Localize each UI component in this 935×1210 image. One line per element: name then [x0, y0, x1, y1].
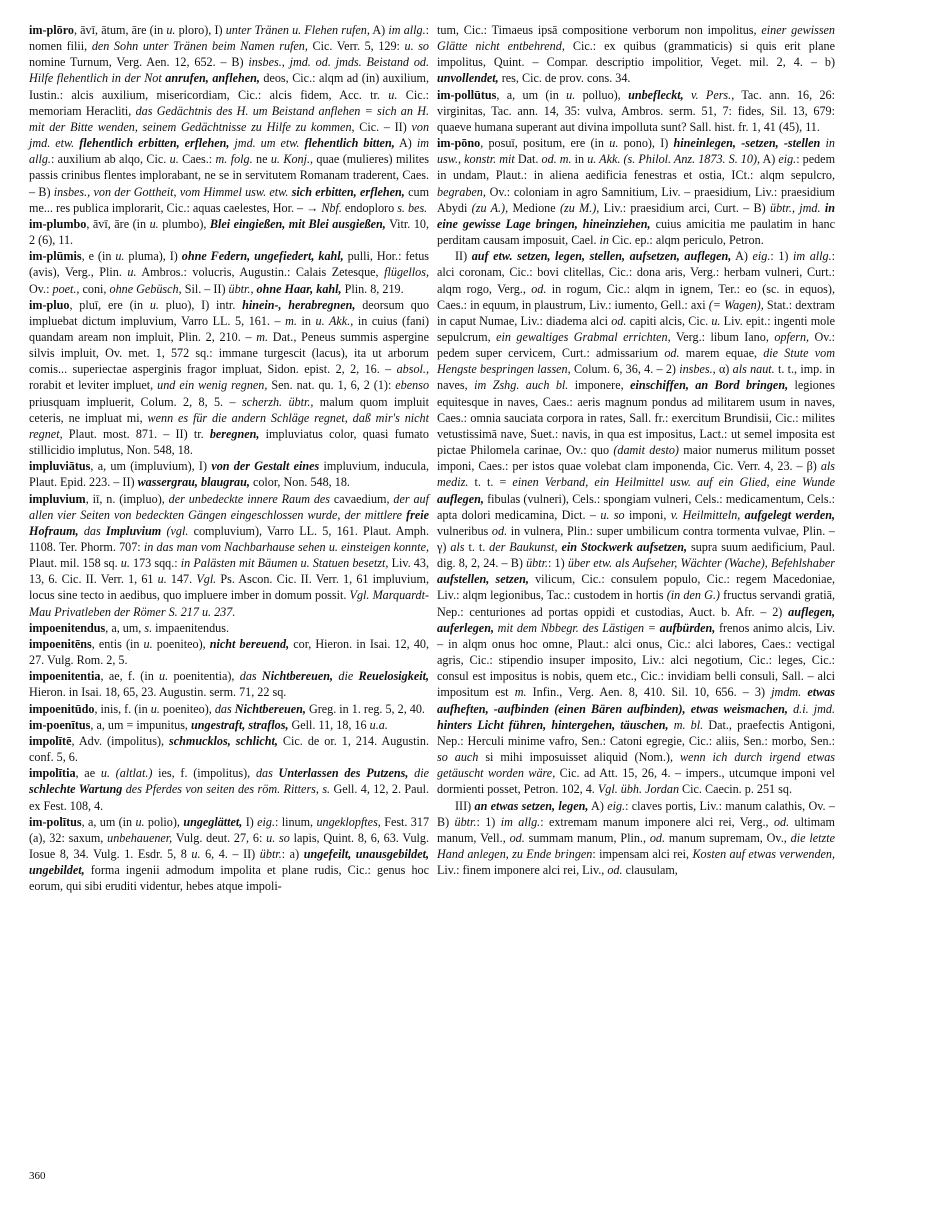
dictionary-entry: impoenitendus, a, um, s. impaenitendus. [29, 620, 230, 635]
dictionary-entry: impluviātus, a, um (impluvium), I) von der Gestalt eines impluvium, inducula, Plaut. Epid. 223. – II) wassergrau, blaugrau, color, Non. 548, 18. [29, 459, 429, 490]
dictionary-entry: impoenitentia, ae, f. (in u. poenitentia), das Nichtbereuen, die Reuelosigkeit, Hieron. in Isai. 18, 65, 23. Augustin. serm. 71, 22 sq. [29, 669, 429, 700]
right-column [437, 22, 835, 878]
dictionary-entry: im-polītus, a, um (in u. polio), ungeglättet, I) eig.: linum, ungeklopftes, Fest. 317 (a), 32: saxum, unbehauener, Vulg. deut. 27, 6: u. so lapis, Quint. 8, 6, 63. Vulg. Iosue 8, 34. Vulg. 1. Esdr. 5, 8 u. 6, 4. – II) übtr.: a) ungefeilt, unausgebildet, ungebildet, forma ingenii admodum impolita et plane rudis, Cic.: genus hoc eorum, qui sibi eruditi videntur, hebes atque impoli- [29, 814, 430, 894]
dictionary-entry: im-pollūtus, a, um (in u. polluo), unbefleckt, v. Pers., Tac. ann. 16, 26: virginitas, Tac. ann. 14, 35: vulva, Ambros. serm. 51, 7: fides, Sil. 13, 679: quaeve humana superant aut divina impolluta sunt? Sall. hist. fr. 1, 41 (45), 11. [437, 87, 835, 134]
dictionary-entry: im-plūmis, e (in u. pluma), I) ohne Federn, ungefiedert, kahl, pulli, Hor.: fetus (avis), Verg., Plin. u. Ambros.: volucris, Augustin.: Calais Zetesque, flügellos, Ov.: poet., coni, ohne Gebüsch, Sil. – II) übtr., ohne Haar, kahl, Plin. 8, 219. [29, 249, 429, 296]
dictionary-entry: im-pōno, posuī, positum, ere (in u. pono), I) hineinlegen, -setzen, -stellen in usw., konstr. mit Dat. od. m. in u. Akk. (s. Philol. Anz. 1873. S. 10), A) eig.: pedem in undam, Plaut.: in aliena aedificia fenestras et ostia, ICt.: alqm sepulcro, begraben, Ov.: coloniam in agro Samnitium, Liv. – praesidium, Liv.: praesidium Abydi (zu A.), Medione (zu M.), Liv.: praesidium arci, Curt. – B) übtr., jmd. in eine gewisse Lage bringen, hineinziehen, cuius amicitia me paulatim in hanc perditam causam imposuit, Cael. in Cic. ep.: alqm periculo, Petron. [437, 136, 836, 248]
dictionary-entry-section: II) auf etw. setzen, legen, stellen, aufsetzen, auflegen, A) eig.: 1) im allg.: alci coronam, Cic.: bovi clitellas, Cic.: dona aris, Verg.: herbam vulneri, Curt.: alqm rogo, Verg., od. in rogum, Cic.: alqm in ignem, Ter.: eo (sc. in equos), Caes.: in equum, in plaustrum, Liv.: iumento, Gell.: axi (= Wagen), Stat.: dextram in caput Numae, Liv.: diadema alci od. capiti alcis, Cic. u. Liv. epit.: ingenti mole sepulcrum, ein gewaltiges Grabmal errichten, Verg.: libum Iano, opfern, Ov.: pedem super cervicem, Curt.: admissarium od. marem equae, die Stute vom Hengste bespringen lassen, Colum. 6, 36, 4. – 2) insbes., α) als naut. t. t., imp. in naves, im Zshg. auch bl. imponere, einschiffen, an Bord bringen, legiones equitesque in naves, Caes.: aeris magnum pondus ad militarem usum in naves, Caes.: omnia sauciata corpora in rates, Sall. fr.: exercitum Brundisii, Cic.: milites vetustissimā nave, Suet.: navis, in qua est impositus, Lact.: ut semel imposita est pictae Philomela carinae, Ov.: quo (damit desto) maior numerus militum posset imponi, Caes.: per istos quae volebat clam imponenda, Cic. Verr. 4, 23. – β) als mediz. t. t. = einen Verband, ein Heilmittel usw. auf ein Glied, eine Wunde auflegen, fibulas (vulneri), Cels.: spongiam vulneri, Cels.: medicamentum, Cels.: apta dolori medicamina, Dict. – u. so imponi, v. Heilmitteln, aufgelegt werden, vulneribus od. in vulnera, Plin.: super umbilicum contra tormenta vulvae, Plin. – γ) als t. t. der Baukunst, ein Stockwerk aufsetzen, supra suum aedificium, Paul. dig. 8, 2, 24. – B) übtr.: 1) über etw. als Aufseher, Wächter (Wache), Befehlshaber aufstellen, setzen, vilicum, Cic.: consulem populo, Cic.: regem Macedoniae, Liv.: alqm legionibus, Tac.: custodem in hortis (in den G.) fructus servandi gratiā, Nep.: centuriones ad portas oppidi et custodias, Auct. b. Afr. – 2) auflegen, auferlegen, mit dem Nbbegr. des Lästigen = aufbürden, frenos animo alcis, Liv. – in alqm onus hoc omne, Plaut.: alci onus, Cic.: alci labores, Caes.: vectigal agris, Cic.: stipendio insuper imposito, Liv.: alci negotium, Cic.: leges, Cic.: consul est impositus is nobis, quem etc., Cic.: invidiam belli consuli, Sall. – alci impositum est m. Infin., Verg. Aen. 8, 410. Sil. 10, 656. – 3) jmdm. etwas aufheften, -aufbinden (einen Bären aufbinden), etwas weismachen, d.i. jmd. hinters Licht führen, hintergehen, täuschen, m. bl. Dat., praefectis Antigoni, Nep.: Herculi minime vafro, Sen.: Catoni egregie, Cic.: aliis, Sen.: morbo, Sen.: so auch si mihi imposuisset aliquid (Nom.), wenn ich durch irgend etwas getäuscht worden wäre, Cic. ad Att. 15, 26, 4. – impers., utcumque imponi vel dormienti posset, Petron. 102, 4. Vgl. übh. Jordan Cic. Caecin. p. 251 sq. [437, 249, 836, 797]
left-column [29, 22, 429, 894]
dictionary-entry: impluvium, iī, n. (impluo), der unbedeckte innere Raum des cavaedium, der auf allen vier Seiten von bedeckten Gängen eingeschlossen wurde, der mittlere freie Hofraum, das Impluvium (vgl. compluvium), Varro LL. 5, 161. Plaut. Amph. 1108. Ter. Phorm. 707: in das man vom Nachbarhause sehen u. einsteigen konnte, Plaut. mil. 158 sq. u. 173 sqq.: in Palästen mit Bäumen u. Statuen besetzt, Liv. 43, 13, 6. Cic. II. Verr. 1, 61 u. 147. Vgl. Ps. Ascon. Cic. II. Verr. 1, 61 impluvium, locus sine tecto in aedibus, quo impluere imber in domum possit. Vgl. Marquardt-Mau Privatleben der Römer S. 217 u. 237. [29, 491, 429, 619]
dictionary-entry-section: III) an etwas setzen, legen, A) eig.: claves portis, Liv.: manum calathis, Ov. – B) übtr.: 1) im allg.: extremam manum imponere alci rei, Verg., od. ultimam manum, Vell., od. summam manum, Plin., od. manum supremam, Ov., die letzte Hand anlegen, zu Ende bringen: impensam alci rei, Kosten auf etwas verwenden, Liv.: finem imponere alci rei, Liv., od. clausulam, [437, 798, 836, 878]
dictionary-entry: impoenitēns, entis (in u. poeniteo), nicht bereuend, cor, Hieron. in Isai. 12, 40, 27. Vulg. Rom. 2, 5. [29, 636, 430, 668]
dictionary-entry: impolītia, ae u. (altlat.) ies, f. (impolitus), das Unterlassen des Putzens, die schlechte Wartung des Pferdes von seiten des röm. Ritters, s. Gell. 4, 12, 2. Paul. ex Fest. 108, 4. [29, 766, 429, 813]
dictionary-entry: tum, Cic.: Timaeus ipsā compositione verborum non impolitus, einer gewissen Glätte nicht entbehrend, Cic.: ex quibus (grammaticis) si quis erit plane impolitus, Quint. – Compar. descriptio impolitior, Veget. mil. 2, 4. – b) unvollendet, res, Cic. de prov. cons. 34. [437, 23, 835, 86]
dictionary-entry: impolītē, Adv. (impolitus), schmucklos, schlicht, Cic. de or. 1, 214. Augustin. conf. 5, 6. [29, 733, 430, 765]
dictionary-entry: im-pluo, pluī, ere (in u. pluo), I) intr. hinein-, herabregnen, deorsum quo impluebat dictum impluvium, Varro LL. 5, 161. – m. in u. Akk., in cuius (fani) quandam aream non impluit, Plin. 2, 210. – m. Dat., Peneus summis aspergine silvis impluit, Ov. met. 1, 572 sq.: immane turgescit (lacus), ita ut arborum comis... superiectae asperginis fragor impluat, Sidon. epist. 2, 2, 16. – absol., rorabit et leviter impluet, und ein wenig regnen, Sen. nat. qu. 1, 6, 2 (1): ebenso priusquam impluerit, Colum. 2, 8, 5. – scherzh. übtr., malum quom impluit ceteris, ne impluat mi, wenn es für die andern Schläge regnet, daß mir's nicht regnet, Plaut. most. 871. – II) tr. beregnen, impluviatus color, quasi fumato stillicidio implutus, Non. 548, 18. [29, 297, 430, 458]
dictionary-entry: im-plōro, āvī, ātum, āre (in u. ploro), I) unter Tränen u. Flehen rufen, A) im allg.: nomen filii, den Sohn unter Tränen beim Namen rufen, Cic. Verr. 5, 129: u. so nomine Turnum, Verg. Aen. 12, 652. – B) insbes., jmd. od. jmds. Beistand od. Hilfe flehentlich in der Not anrufen, anflehen, deos, Cic.: alqm ad (in) auxilium, Iustin.: alcis auxilium, misericordiam, Cic.: alcis fidem, Acc. tr. u. Cic.: memoriam Heracliti, das Gedächtnis des H. um Beistand anflehen = sich an H. mit der Bitte wenden, seinem Gedächtnisse zu Hilfe zu kommen, Cic. – II) von jmd. etw. flehentlich erbitten, erflehen, jmd. um etw. flehentlich bitten, A) im allg.: auxilium ab alqo, Cic. u. Caes.: m. folg. ne u. Konj., quae (mulieres) milites passis crinibus flentes implorabant, ne se in servitutem Romanam traderent, Caes. – B) insbes., von der Gottheit, vom Himmel usw. etw. sich erbitten, erflehen, cum me... res publica implorarit, Cic.: aquas caelestes, Hor. – → Nbf. endoploro s. bes. [29, 23, 430, 215]
page-number: 360 [29, 1170, 46, 1182]
dictionary-entry: impoenitūdo, inis, f. (in u. poeniteo), das Nichtbereuen, Greg. in 1. reg. 5, 2, 40. [29, 701, 425, 716]
dictionary-entry: im-plumbo, āvī, āre (in u. plumbo), Blei eingießen, mit Blei ausgießen, Vitr. 10, 2 (6), 11. [29, 216, 430, 248]
dictionary-entry: im-poenītus, a, um = impunitus, ungestraft, straflos, Gell. 11, 18, 16 u.a. [29, 717, 388, 732]
